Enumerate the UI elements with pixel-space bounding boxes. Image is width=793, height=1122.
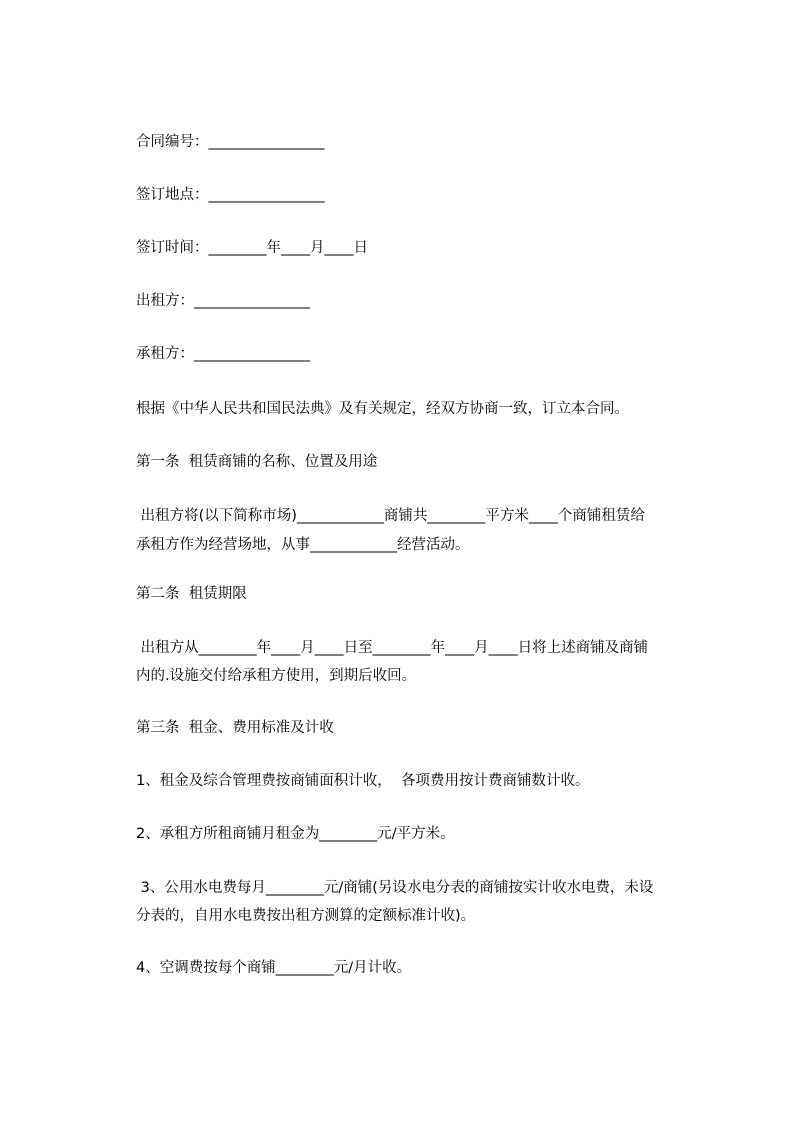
- article3-item4: 4、空调费按每个商铺________元/月计收。: [136, 960, 412, 976]
- article3-item3-line1: 3、公用水电费每月________元/商铺(另设水电分表的商铺按实计收水电费，未设: [136, 880, 654, 896]
- article3-item1: 1、租金及综合管理费按商铺面积计收， 各项费用按计费商铺数计收。: [136, 773, 590, 789]
- article3-item3-line2: 分表的，自用水电费按出租方测算的定额标准计收)。: [136, 908, 476, 924]
- article3-item2: 2、承租方所租商铺月租金为________元/平方米。: [136, 826, 455, 842]
- article1-text-line1: 出租方将(以下简称市场)____________商铺共________平方米____个商铺租赁给: [136, 508, 645, 524]
- article3-title: 第三条 租金、费用标准及计收: [136, 720, 334, 736]
- article2-text-line2: 内的.设施交付给承租方使用，到期后收回。: [136, 668, 417, 684]
- article1-text-line2: 承租方作为经营场地，从事____________经营活动。: [136, 537, 470, 553]
- preamble-text: 根据《中华人民共和国民法典》及有关规定，经双方协商一致，订立本合同。: [136, 401, 629, 417]
- sign-time-line: 签订时间：________年____月____日: [136, 240, 368, 256]
- article2-title: 第二条 租赁期限: [136, 586, 247, 602]
- sign-place-line: 签订地点：________________: [136, 187, 325, 203]
- lessee-line: 承租方：________________: [136, 346, 310, 362]
- article2-text-line1: 出租方从________年____月____日至________年____月____日将上述商铺及商铺: [136, 640, 649, 656]
- article1-title: 第一条 租赁商铺的名称、位置及用途: [136, 454, 378, 470]
- lessor-line: 出租方：________________: [136, 293, 310, 309]
- contract-number-line: 合同编号：________________: [136, 134, 325, 150]
